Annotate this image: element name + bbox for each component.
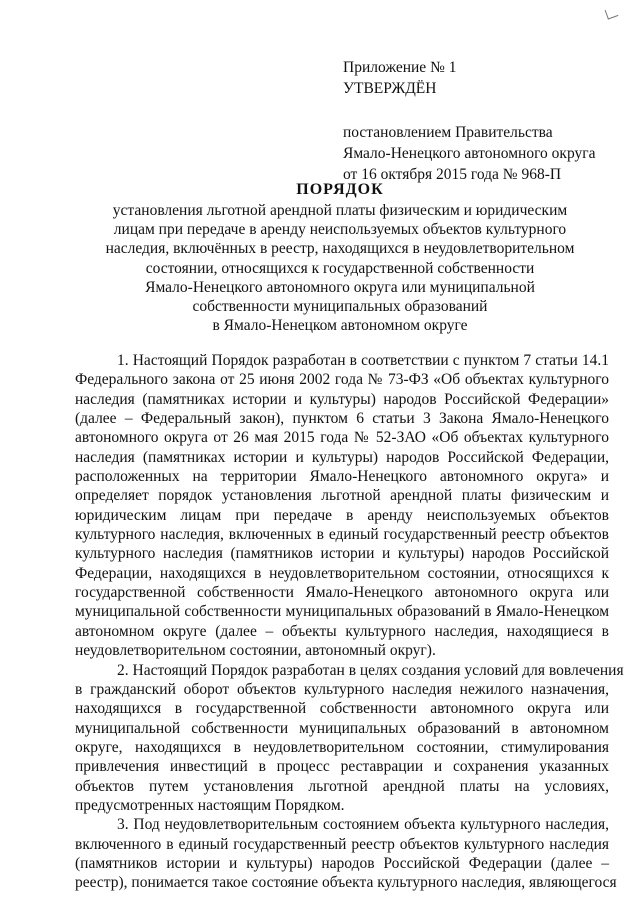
- paragraph-1-line: культурного наследия (памятников истории и культуры) народов Российской: [75, 545, 609, 563]
- subtitle-line: в Ямало-Ненецком автономном округе: [212, 317, 468, 335]
- paragraph-1-line: культурного наследия, включенных в единый государственный реестр объектов: [75, 526, 609, 544]
- paragraph-1-line: автономном округе (далее – объекты культурного наследия, находящиеся в: [75, 622, 609, 640]
- subtitle-line: лицам при передаче в аренду неиспользуемых объектов культурного: [113, 221, 567, 239]
- paragraph-2-line: находящихся в государственной собственности автономного округа или: [75, 700, 609, 718]
- subtitle-line: наследия, включённых в реестр, находящихся в неудовлетворительном: [105, 240, 575, 258]
- approved-label: УТВЕРЖДЁН: [343, 80, 437, 97]
- paragraph-3-line: включенного в единый государственный реестр объектов культурного наследия: [75, 835, 609, 853]
- paragraph-3-line: 3. Под неудовлетворительным состоянием объекта культурного наследия,: [117, 816, 609, 834]
- resolution-line: от 16 октября 2015 года № 968-П: [343, 166, 562, 183]
- paragraph-1-line: 1. Настоящий Порядок разработан в соответствии с пунктом 7 статьи 14.1: [117, 352, 609, 369]
- appendix-label: Приложение № 1: [343, 59, 457, 76]
- paragraph-3-line: реестр), понимается такое состояние объекта культурного наследия, являющегося: [75, 874, 617, 892]
- subtitle-line: собственности муниципальных образований: [192, 298, 488, 316]
- document-subtitle: [60, 201, 620, 335]
- paragraph-1-line: определяет порядок установления льготной арендной платы физическим и: [75, 487, 609, 505]
- paragraph-1-line: муниципальной собственности муниципальных образований в Ямало-Ненецком: [75, 603, 609, 621]
- paragraph-1-line: Федерации, находящихся в неудовлетворительном состоянии, относящихся к: [75, 564, 609, 582]
- paragraph-1-line: государственной собственности Ямало-Ненецкого автономного округа или: [75, 584, 609, 602]
- paragraph-2-line: округе, находящихся в неудовлетворительном состоянии, стимулирования: [75, 738, 609, 756]
- subtitle-line: состоянии, относящихся к государственной собственности: [145, 259, 535, 277]
- paragraph-1-line: юридическим лицам при передаче в аренду неиспользуемых объектов: [75, 506, 609, 524]
- paragraph-2-line: в гражданский оборот объектов культурного наследия нежилого назначения,: [75, 680, 609, 698]
- paragraph-3-line: (памятников истории и культуры) народов Российской Федерации (далее –: [75, 854, 609, 872]
- paragraph-1-line: неудовлетворительном состоянии, автономный округ).: [75, 642, 436, 660]
- paragraph-2-line: привлечения инвестиций в процесс реставрации и сохранения указанных: [75, 758, 609, 776]
- paragraph-1-line: Федерального закона от 25 июня 2002 года № 73-ФЗ «Об объектах культурного: [75, 371, 609, 389]
- paragraph-1-line: наследия (памятниках истории и культуры) народов Российской Федерации»: [75, 390, 609, 408]
- subtitle-line: Ямало-Ненецкого автономного округа или муниципальной: [145, 278, 535, 296]
- paragraph-2-line: объектов путем установления льготной арендной платы на условиях,: [75, 777, 609, 795]
- paragraph-2-line: предусмотренных настоящим Порядком.: [75, 796, 345, 814]
- resolution-line: постановлением Правительства: [343, 124, 553, 141]
- approval-block: [343, 57, 623, 185]
- paragraph-1-line: автономного округа от 26 мая 2015 года № 52-ЗАО «Об объектах культурного: [75, 429, 609, 447]
- paragraph-1-line: расположенных на территории Ямало-Ненецкого автономного округа» и: [75, 468, 609, 486]
- paragraph-1-line: наследия (памятниках истории и культуры) народов Российской Федерации,: [75, 448, 609, 466]
- resolution-line: Ямало-Ненецкого автономного округа: [343, 145, 596, 162]
- paragraph-2-line: муниципальной собственности муниципальных образований в автономном: [75, 719, 609, 737]
- paragraph-1-line: (далее – Федеральный закон), пунктом 6 статьи 3 Закона Ямало-Ненецкого: [75, 410, 609, 428]
- subtitle-line: установления льготной арендной платы физическим и юридическим: [112, 202, 568, 219]
- corner-scan-mark: [605, 6, 619, 19]
- paragraph-2-line: 2. Настоящий Порядок разработан в целях создания условий для вовлечения: [117, 661, 624, 679]
- document-body: [75, 351, 624, 893]
- document-title: ПОРЯДОК: [296, 181, 384, 198]
